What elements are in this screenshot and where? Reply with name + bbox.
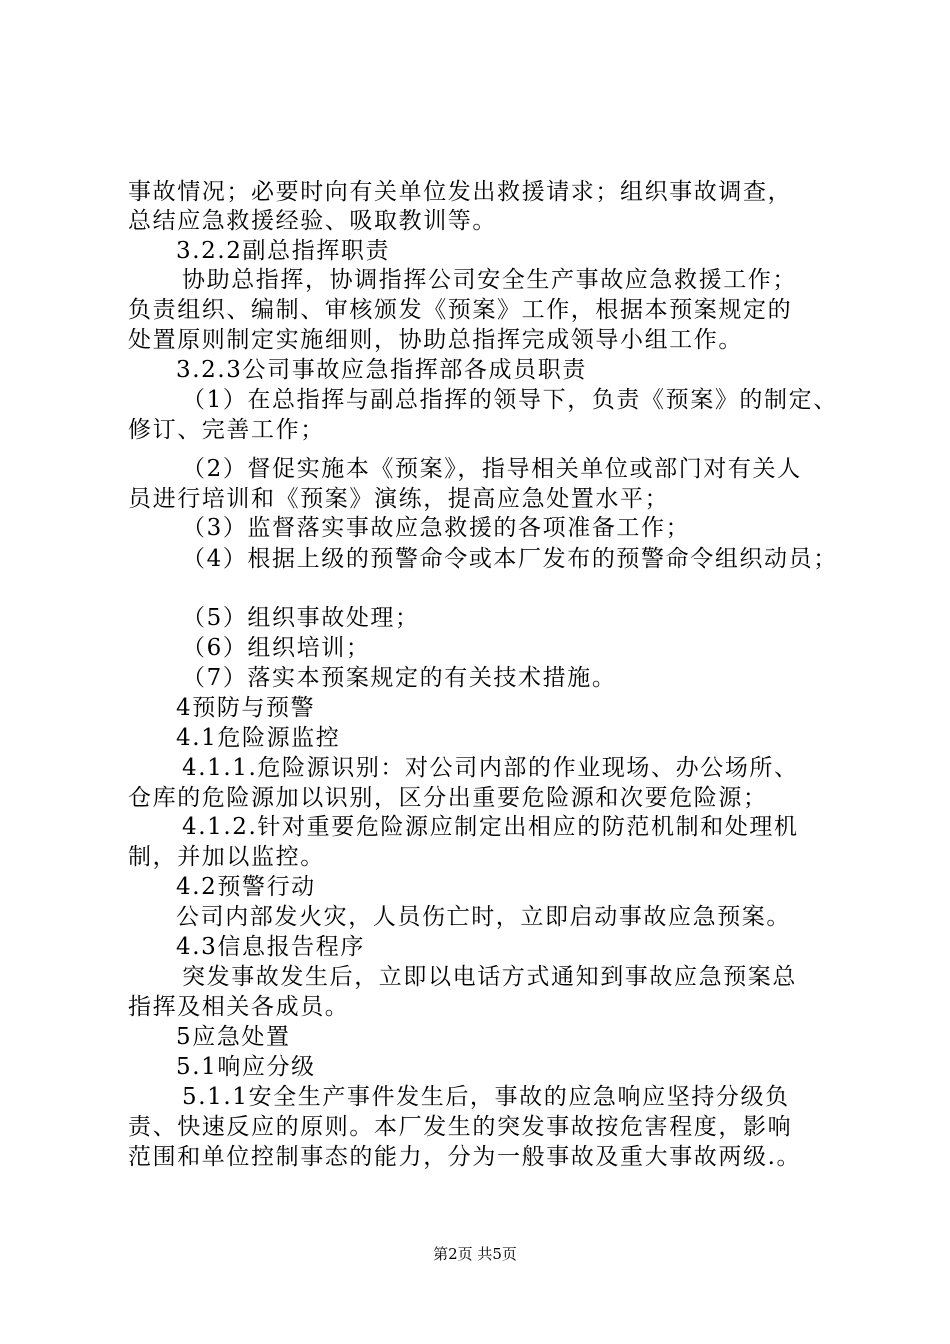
- body-line-1: 事故情况；必要时向有关单位发出救援请求；组织事故调查，: [128, 179, 793, 205]
- body-line-27: 指挥及相关各成员。: [128, 994, 350, 1020]
- body-line-11: 员进行培训和《预案》演练，提高应急处置水平；: [128, 486, 670, 512]
- body-line-6: 处置原则制定实施细则，协助总指挥完成领导小组工作。: [128, 327, 743, 353]
- list-item-3: （3）监督落实事故应急救援的各项准备工作；: [182, 515, 691, 541]
- list-item-2: （2）督促实施本《预案》，指导相关单位或部门对有关人: [182, 456, 802, 482]
- body-line-2: 总结应急救援经验、吸取教训等。: [128, 208, 497, 234]
- list-item-7: （7）落实本预案规定的有关技术措施。: [182, 665, 617, 691]
- body-line-5: 负责组织、编制、审核颁发《预案》工作，根据本预案规定的: [128, 297, 793, 323]
- body-line-21: 4.1.2.针对重要危险源应制定出相应的防范机制和处理机: [182, 814, 799, 840]
- page-number-footer: 第2页 共5页: [433, 1245, 517, 1263]
- list-item-5: （5）组织事故处理；: [182, 605, 420, 631]
- section-heading-4-1: 4.1危险源监控: [176, 725, 341, 751]
- section-heading-4-3: 4.3信息报告程序: [176, 934, 365, 960]
- body-line-31: 责、快速反应的原则。本厂发生的突发事故按危害程度，影响: [128, 1114, 793, 1140]
- section-heading-5-1: 5.1响应分级: [176, 1054, 316, 1080]
- section-heading-4: 4预防与预警: [176, 695, 316, 721]
- body-line-24: 公司内部发火灾，人员伤亡时，立即启动事故应急预案。: [176, 904, 791, 930]
- body-line-26: 突发事故发生后，立即以电话方式通知到事故应急预案总: [182, 964, 797, 990]
- list-item-6: （6）组织培训；: [182, 635, 371, 661]
- body-line-4: 协助总指挥，协调指挥公司安全生产事故应急救援工作；: [182, 267, 797, 293]
- body-line-9: 修订、完善工作；: [128, 417, 325, 443]
- list-item-4: （4）根据上级的预警命令或本厂发布的预警命令组织动员；: [182, 546, 838, 572]
- body-line-19: 4.1.1.危险源识别：对公司内部的作业现场、办公场所、: [182, 755, 799, 781]
- body-line-22: 制，并加以监控。: [128, 844, 325, 870]
- section-heading-3-2-3: 3.2.3公司事故应急指挥部各成员职责: [176, 357, 587, 383]
- section-heading-4-2: 4.2预警行动: [176, 874, 316, 900]
- list-item-1: （1）在总指挥与副总指挥的领导下，负责《预案》的制定、: [182, 387, 838, 413]
- section-heading-3-2-2: 3.2.2副总指挥职责: [176, 238, 391, 264]
- section-heading-5: 5应急处置: [176, 1024, 291, 1050]
- body-line-20: 仓库的危险源加以识别，区分出重要危险源和次要危险源；: [128, 785, 768, 811]
- body-line-32: 范围和单位控制事态的能力，分为一般事故及重大事故两级.。: [128, 1144, 802, 1170]
- body-line-30: 5.1.1安全生产事件发生后，事故的应急响应坚持分级负: [182, 1084, 790, 1110]
